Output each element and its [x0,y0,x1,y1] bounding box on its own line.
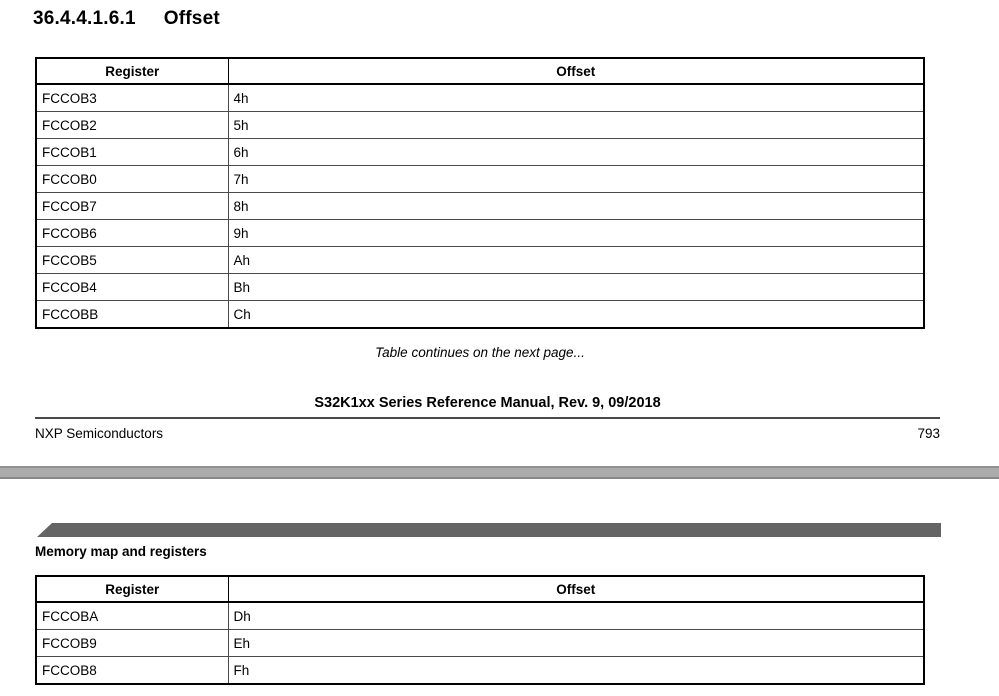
offset-cell: 5h [228,112,924,139]
offset-cell: Ch [228,301,924,329]
offset-cell: Fh [228,657,924,685]
register-cell: FCCOB8 [36,657,228,685]
register-cell: FCCOB1 [36,139,228,166]
table-row [36,274,924,301]
table-header-row [36,58,924,84]
table-row [36,630,924,657]
footer-row [35,426,940,441]
table-header-row [36,576,924,602]
offset-cell: 6h [228,139,924,166]
offset-cell: 9h [228,220,924,247]
table-row [36,166,924,193]
register-cell: FCCOB4 [36,274,228,301]
table-row [36,84,924,112]
footer-divider [35,417,940,419]
register-cell: FCCOBA [36,602,228,630]
running-section-title: Memory map and registers [35,544,207,559]
offset-cell: Eh [228,630,924,657]
register-cell: FCCOB0 [36,166,228,193]
offset-cell: Bh [228,274,924,301]
register-cell: FCCOB6 [36,220,228,247]
footer-manual-title: S32K1xx Series Reference Manual, Rev. 9, 09/2018 [314,395,661,411]
offset-cell: 7h [228,166,924,193]
footer-page-number: 793 [917,426,940,441]
offset-cell: Ah [228,247,924,274]
table-row [36,657,924,685]
footer-publisher: NXP Semiconductors [35,426,164,441]
section-number: 36.4.4.1.6.1 [33,8,136,29]
section-banner-bar [37,523,941,537]
section-heading [33,8,220,30]
register-cell: FCCOB7 [36,193,228,220]
table-row [36,112,924,139]
register-column-header: Register [36,576,228,602]
offset-cell: Dh [228,602,924,630]
section-title: Offset [163,8,220,29]
register-cell: FCCOB3 [36,84,228,112]
offset-column-header: Offset [228,58,924,84]
table-row [36,220,924,247]
register-cell: FCCOBB [36,301,228,329]
register-cell: FCCOB2 [36,112,228,139]
offset-cell: 8h [228,193,924,220]
register-cell: FCCOB5 [36,247,228,274]
offset-table-page1 [35,57,925,329]
table-continuation-note: Table continues on the next page... [375,345,585,360]
table-row [36,247,924,274]
table-row [36,301,924,329]
offset-column-header: Offset [228,576,924,602]
page-separator-bar [0,466,999,479]
table-row [36,139,924,166]
register-cell: FCCOB9 [36,630,228,657]
register-column-header: Register [36,58,228,84]
table-row [36,602,924,630]
offset-table-page2 [35,575,925,685]
table-row [36,193,924,220]
offset-cell: 4h [228,84,924,112]
